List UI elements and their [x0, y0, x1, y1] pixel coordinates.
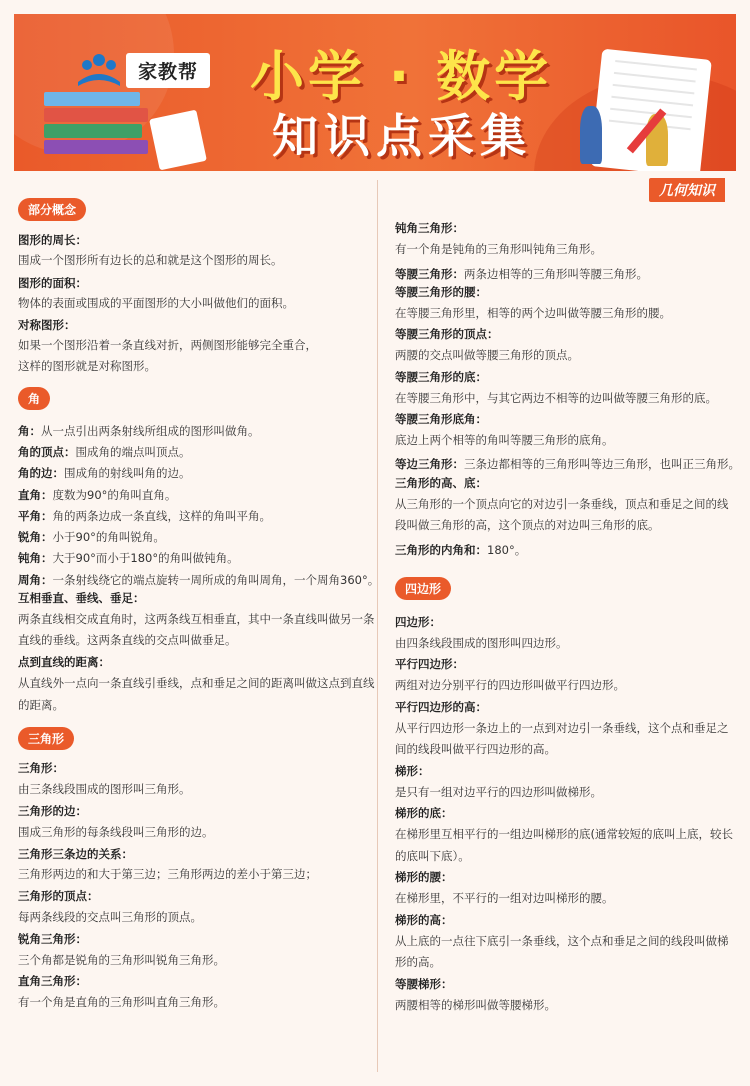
desc: 的底叫下底）。 [395, 849, 470, 863]
desc: 从直线外一点向一条直线引垂线，点和垂足之间的距离叫做这点到直线 [18, 676, 375, 690]
desc: 形的高。 [395, 955, 441, 969]
title-line-1: 小学 · 数学 [250, 45, 553, 108]
desc: 从三角形的一个顶点向它的对边引一条垂线，顶点和垂足之间的线 [395, 497, 729, 511]
term: 点到直线的距离： [18, 655, 110, 669]
term: 对称图形： [18, 318, 76, 332]
paper-illustration [149, 110, 207, 171]
desc: 三个角都是锐角的三角形叫锐角三角形。 [18, 953, 225, 967]
angle-row [18, 484, 176, 503]
desc: 从平行四边形一条边上的一点到对边引一条垂线，这个点和垂足之 [395, 721, 729, 735]
desc: 度数为90°的角叫直角。 [52, 488, 177, 502]
term: 三角形的边： [18, 804, 87, 818]
desc: 围成角的射线叫角的边。 [64, 466, 191, 480]
term: 钝角三角形： [395, 221, 464, 235]
term: 平角： [18, 509, 53, 523]
desc: 有一个角是直角的三角形叫直角三角形。 [18, 995, 225, 1009]
desc: 由三条线段围成的图形叫三角形。 [18, 782, 191, 796]
tri-row [395, 263, 648, 282]
desc: 两条直线相交成直角时，这两条线互相垂直，其中一条直线叫做另一条 [18, 612, 375, 626]
desc: 的距离。 [18, 698, 64, 712]
term: 梯形的高： [395, 913, 453, 927]
desc: 段叫做三角形的高，这个顶点的对边叫三角形的底。 [395, 518, 660, 532]
term: 角的顶点： [18, 445, 76, 459]
section-tag-quadrilateral: 四边形 [395, 577, 451, 600]
column-divider [377, 180, 378, 1072]
desc: 两条边相等的三角形叫等腰三角形。 [464, 267, 648, 281]
desc: 三角形两边的和大于第三边；三角形两边的差小于第三边； [18, 867, 317, 881]
desc: 直线的垂线。这两条直线的交点叫做垂足。 [18, 633, 237, 647]
term: 直角： [18, 488, 53, 502]
term: 三角形： [18, 761, 64, 775]
desc: 是只有一组对边平行的四边形叫做梯形。 [395, 785, 602, 799]
desc: 从一点引出两条射线所组成的图形叫做角。 [41, 424, 260, 438]
term: 等腰三角形的底： [395, 370, 487, 384]
desc: 在等腰三角形里，相等的两个边叫做等腰三角形的腰。 [395, 306, 671, 320]
student-illustration-1 [580, 106, 602, 164]
section-tag-concepts: 部分概念 [18, 198, 86, 221]
header-banner [14, 14, 736, 171]
term: 等腰三角形底角： [395, 412, 487, 426]
desc: 角的两条边成一条直线，这样的角叫平角。 [52, 509, 271, 523]
desc: 围成一个图形所有边长的总和就是这个图形的周长。 [18, 253, 283, 267]
term: 平行四边形的高： [395, 700, 487, 714]
angle-row [18, 441, 191, 460]
angle-row [18, 547, 239, 566]
tri-row [395, 539, 526, 558]
term: 等腰三角形： [395, 267, 464, 281]
desc: 这样的图形就是对称图形。 [18, 359, 156, 373]
title-line-2: 知识点采集 [272, 109, 532, 163]
desc: 从上底的一点往下底引一条垂线，这个点和垂足之间的线段叫做梯 [395, 934, 729, 948]
desc: 物体的表面或围成的平面图形的大小叫做他们的面积。 [18, 296, 294, 310]
section-tag-triangle: 三角形 [18, 727, 74, 750]
brand-logo-icon [76, 52, 122, 88]
desc: 两腰的交点叫做等腰三角形的顶点。 [395, 348, 579, 362]
desc: 一条射线绕它的端点旋转一周所成的角叫周角，一个周角360°。 [52, 573, 380, 587]
desc: 三条边都相等的三角形叫等边三角形，也叫正三角形。 [464, 457, 740, 471]
term: 三角形的顶点： [18, 889, 99, 903]
desc: 由四条线段围成的图形叫四边形。 [395, 636, 568, 650]
term: 等腰三角形的腰： [395, 285, 487, 299]
desc: 大于90°而小于180°的角叫做钝角。 [52, 551, 239, 565]
desc: 小于90°的角叫锐角。 [52, 530, 165, 544]
term: 周角： [18, 573, 53, 587]
desc: 底边上两个相等的角叫等腰三角形的底角。 [395, 433, 614, 447]
term: 等腰三角形的顶点： [395, 327, 499, 341]
section-tag-angle: 角 [18, 387, 50, 410]
desc: 如果一个图形沿着一条直线对折，两侧图形能够完全重合， [18, 338, 317, 352]
angle-row [18, 420, 260, 439]
tri-row [395, 453, 740, 472]
term: 锐角： [18, 530, 53, 544]
term: 等腰梯形： [395, 977, 453, 991]
angle-row [18, 569, 379, 588]
desc: 间的线段叫做平行四边形的高。 [395, 742, 556, 756]
desc: 围成三角形的每条线段叫三角形的边。 [18, 825, 214, 839]
desc: 有一个角是钝角的三角形叫钝角三角形。 [395, 242, 602, 256]
desc: 围成角的端点叫顶点。 [75, 445, 191, 459]
desc: 两组对边分别平行的四边形叫做平行四边形。 [395, 678, 625, 692]
desc: 在等腰三角形中，与其它两边不相等的边叫做等腰三角形的底。 [395, 391, 717, 405]
brand-name: 家教帮 [126, 53, 210, 88]
term: 梯形的底： [395, 806, 453, 820]
term: 互相垂直、垂线、垂足： [18, 591, 145, 605]
brand-logo [76, 52, 210, 88]
angle-row [18, 462, 191, 481]
term: 直角三角形： [18, 974, 87, 988]
term: 角的边： [18, 466, 64, 480]
term: 梯形： [395, 764, 430, 778]
angle-row [18, 526, 165, 545]
term: 平行四边形： [395, 657, 464, 671]
books-illustration [44, 92, 164, 156]
term: 三角形的高、底： [395, 476, 487, 490]
term: 钝角： [18, 551, 53, 565]
term: 图形的周长： [18, 233, 87, 247]
desc: 180°。 [487, 543, 527, 557]
term: 三角形三条边的关系： [18, 847, 133, 861]
angle-row [18, 505, 271, 524]
term: 梯形的腰： [395, 870, 453, 884]
term: 图形的面积： [18, 276, 87, 290]
desc: 每两条线段的交点叫三角形的顶点。 [18, 910, 202, 924]
pencil-icon [614, 104, 674, 164]
term: 角： [18, 424, 41, 438]
term: 等边三角形： [395, 457, 464, 471]
geometry-tag: 几何知识 [649, 178, 725, 202]
desc: 两腰相等的梯形叫做等腰梯形。 [395, 998, 556, 1012]
desc: 在梯形里，不平行的一组对边叫梯形的腰。 [395, 891, 614, 905]
term: 锐角三角形： [18, 932, 87, 946]
term: 四边形： [395, 615, 441, 629]
term: 三角形的内角和： [395, 543, 487, 557]
desc: 在梯形里互相平行的一组边叫梯形的底(通常较短的底叫上底，较长 [395, 827, 733, 841]
